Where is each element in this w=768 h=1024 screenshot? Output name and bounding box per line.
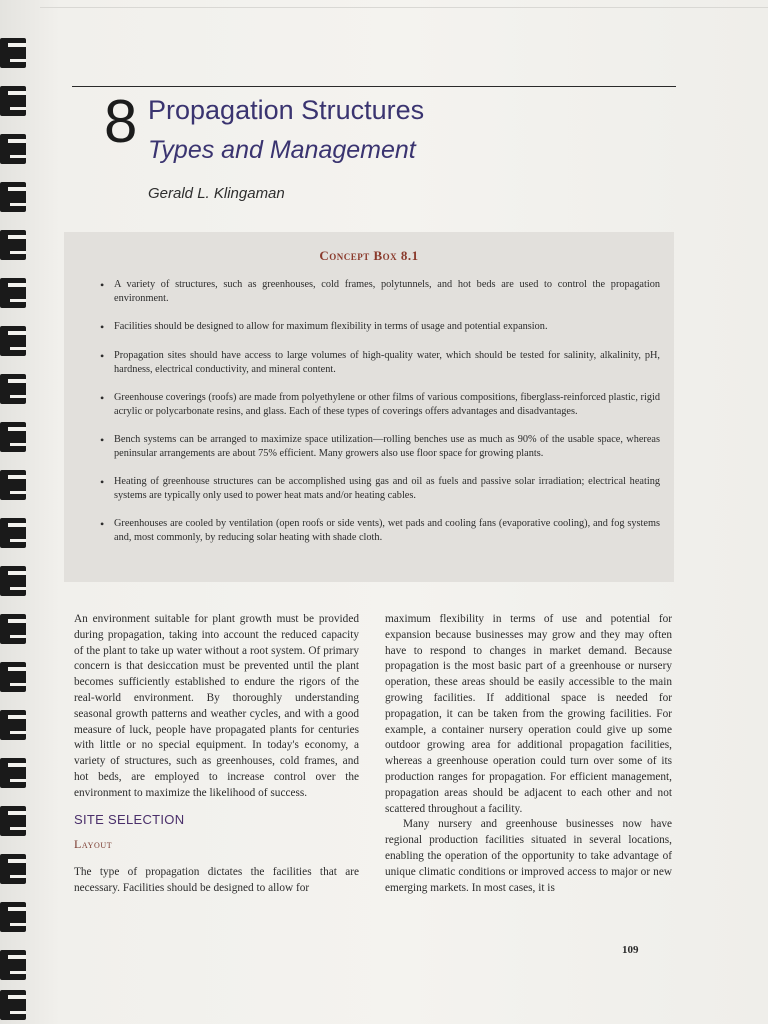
concept-list xyxy=(100,278,660,545)
section-heading: SITE SELECTION xyxy=(74,811,185,827)
body-paragraph: Many nursery and greenhouse businesses now have regional production facilities situated in several locations, enabling the operation of the opportunity to take advantage of unique climatic conditions or improved access to major or new emerging markets. In most cases, it is xyxy=(385,818,672,894)
chapter-subtitle: Types and Management xyxy=(148,136,416,164)
concept-item: • A variety of structures, such as greenhouses, cold frames, polytunnels, and hot beds are used to control the propagation environment. xyxy=(100,278,660,306)
binding-ring xyxy=(0,182,26,212)
binding-ring xyxy=(0,38,26,68)
binding-ring xyxy=(0,950,26,980)
binding-ring xyxy=(0,278,26,308)
chapter-title: Propagation Structures xyxy=(148,95,425,125)
binding-ring xyxy=(0,854,26,884)
binding-ring xyxy=(0,990,26,1020)
spiral-binding xyxy=(0,30,34,1024)
binding-ring xyxy=(0,230,26,260)
faint-top-edge xyxy=(40,7,768,8)
binding-ring xyxy=(0,710,26,740)
subsection-heading: Layout xyxy=(74,837,113,852)
concept-item: • Greenhouses are cooled by ventilation (open roofs or side vents), wet pads and cooling fans (evaporative cooling), and fog systems and, most commonly, by reducing solar heating with shade cloth. xyxy=(100,517,660,545)
page-number: 109 xyxy=(622,944,639,956)
concept-item: • Facilities should be designed to allow for maximum flexibility in terms of usage and potential expansion. xyxy=(100,320,660,334)
layout-paragraph: The type of propagation dictates the facilities that are necessary. Facilities should be designed to allow for xyxy=(74,866,359,894)
binding-ring xyxy=(0,326,26,356)
binding-ring xyxy=(0,614,26,644)
intro-paragraph: An environment suitable for plant growth must be provided during propagation, taking into account the reduced capacity of the plant to take up water without a root system. Of primary concern is that desiccation must be prevented until the plant becomes sufficiently established to endure the rigors of the real-world environment. By thoroughly understanding seasonal growth patterns and weather cycles, and with a good measure of luck, people have propagated plants for centuries with little or no special equipment. In today's economy, a variety of structures, such as greenhouses, cold frames, and hot beds, are employed to increase control over the environment to maximize the likelihood of success. xyxy=(74,613,359,799)
concept-item: • Bench systems can be arranged to maximize space utilization—rolling benches use as much as 90% of the usable space, whereas peninsular arrangements are about 75% efficient. Many growers also use floor space for growing plants. xyxy=(100,433,660,461)
binding-ring xyxy=(0,422,26,452)
binding-ring xyxy=(0,518,26,548)
chapter-number: 8 xyxy=(104,88,138,155)
concept-box xyxy=(64,232,674,582)
concept-item: • Propagation sites should have access to large volumes of high-quality water, which should be tested for salinity, alkalinity, pH, hardness, electrical conductivity, and mineral content. xyxy=(100,349,660,377)
left-column xyxy=(74,612,359,897)
binding-ring xyxy=(0,374,26,404)
binding-ring xyxy=(0,806,26,836)
chapter-top-rule xyxy=(72,86,676,87)
binding-ring xyxy=(0,134,26,164)
concept-box-title: Concept Box 8.1 xyxy=(319,248,419,263)
binding-ring xyxy=(0,662,26,692)
body-paragraph: maximum flexibility in terms of use and potential for expansion because businesses may grow and they may often have to respond to changes in market demand. Because propagation is the most basic part of a greenhouse or nursery operation, these areas should be easily accessible to the main growing facilities. If additional space is needed for propagation, it can be taken from the growing facilities. For example, a container nursery operation could give up some outdoor growing area for additional propagation facilities, whereas a greenhouse operation could turn over some of its production ranges for propagation. For efficient management, propagation areas should be adjacent to each other and not scattered throughout a facility. xyxy=(385,613,672,815)
binding-ring xyxy=(0,86,26,116)
binding-ring xyxy=(0,758,26,788)
binding-ring xyxy=(0,902,26,932)
binding-ring xyxy=(0,470,26,500)
concept-item: • Heating of greenhouse structures can be accomplished using gas and oil as fuels and passive solar irradiation; electrical heating systems are typically only used to power heat mats and/or heating cables. xyxy=(100,475,660,503)
right-column xyxy=(385,612,672,896)
concept-item: • Greenhouse coverings (roofs) are made from polyethylene or other films of various compositions, fiberglass-reinforced plastic, rigid acrylic or polycarbonate resins, and glass. Each of these types of coverings offers advantages and disadvantages. xyxy=(100,391,660,419)
binding-ring xyxy=(0,566,26,596)
chapter-author: Gerald L. Klingaman xyxy=(148,185,285,202)
